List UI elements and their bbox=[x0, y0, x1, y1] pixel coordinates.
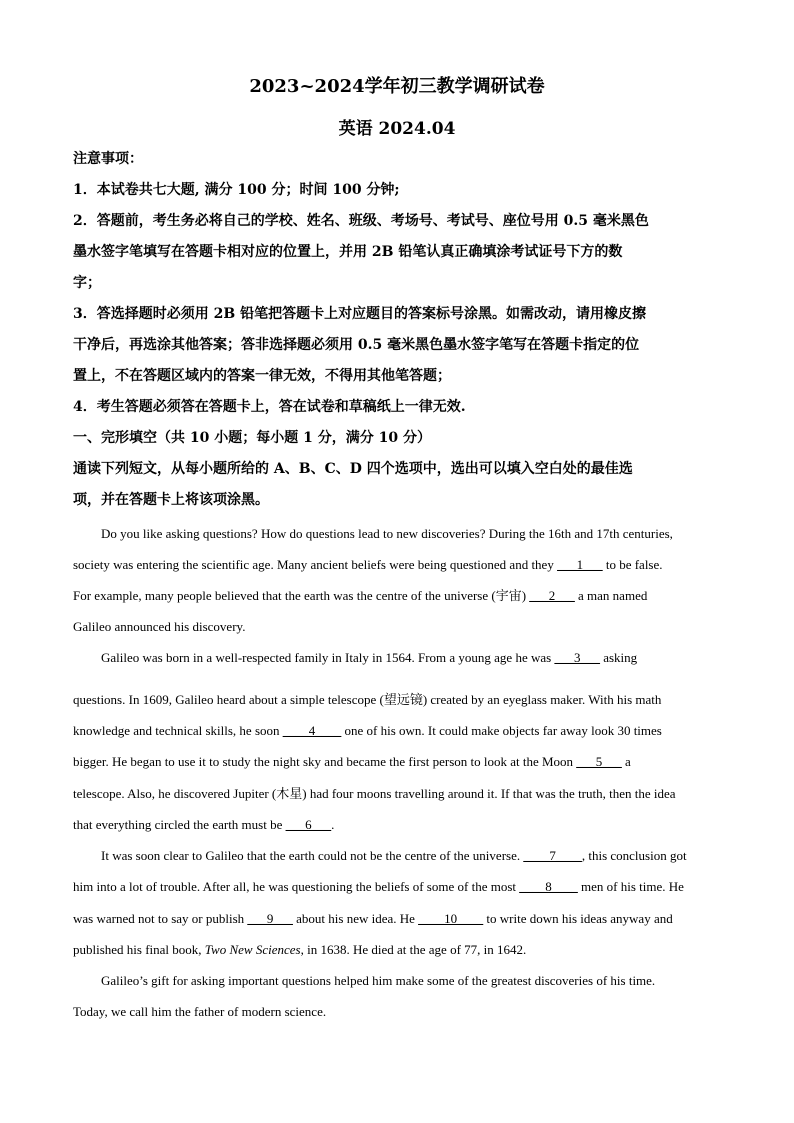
passage-text: Galileo was born in a well-respected family in Italy in 1564. From a young age he was bbox=[101, 650, 555, 665]
passage-line bbox=[73, 965, 751, 996]
blank-8: ____8____ bbox=[519, 879, 578, 894]
notice-item: 置上，不在答题区域内的答案一律无效，不得用其他笔答题； bbox=[73, 368, 451, 384]
passage-line bbox=[73, 518, 751, 549]
notice-item: 干净后，再选涂其他答案；答非选择题必须用 0.5 毫米黑色墨水签字笔写在答题卡指定的位 bbox=[73, 337, 640, 353]
passage-text: Galileo announced his discovery. bbox=[73, 619, 246, 634]
passage-line bbox=[73, 684, 723, 715]
passage-line bbox=[73, 840, 751, 871]
notice-item: 2．答题前，考生务必将自己的学校、姓名、班级、考场号、考试号、座位号用 0.5 毫米黑色 bbox=[73, 213, 649, 229]
passage-text: one of his own. It could make objects far away look 30 times bbox=[341, 723, 662, 738]
blank-5: ___5___ bbox=[576, 754, 622, 769]
passage-text: Do you like asking questions? How do questions lead to new discoveries? During the 16th and 17th centuries, bbox=[101, 526, 673, 541]
notice-item: 1．本试卷共七大题, 满分 100 分；时间 100 分钟; bbox=[73, 182, 400, 198]
passage-text: published his final book, bbox=[73, 942, 205, 957]
passage-text: a man named bbox=[574, 588, 648, 603]
passage-text: bigger. He began to use it to study the night sky and became the first person to look at the Moon bbox=[73, 754, 577, 769]
passage-text: For example, many people believed that the earth was the centre of the universe (宇宙) bbox=[73, 588, 530, 603]
passage-text: knowledge and technical skills, he soon bbox=[73, 723, 283, 738]
passage-line bbox=[73, 996, 723, 1027]
passage-text: , this conclusion got bbox=[581, 848, 687, 863]
section-instruction: 项，并在答题卡上将该项涂黑。 bbox=[73, 492, 269, 508]
passage-text: that everything circled the earth must be bbox=[73, 817, 286, 832]
subject-date-line: 英语 2024.04 bbox=[338, 119, 456, 139]
passage-text: It was soon clear to Galileo that the earth could not be the centre of the universe. bbox=[101, 848, 524, 863]
passage-text: a bbox=[621, 754, 631, 769]
passage-text: Today, we call him the father of modern science. bbox=[73, 1004, 327, 1019]
passage-line bbox=[73, 580, 723, 611]
passage-text: was warned not to say or publish bbox=[73, 911, 248, 926]
passage-text: to write down his ideas anyway and bbox=[483, 911, 673, 926]
passage-text: asking bbox=[599, 650, 638, 665]
exam-title: 2023~2024学年初三教学调研试卷 bbox=[249, 76, 545, 97]
blank-4: ____4____ bbox=[282, 723, 342, 738]
passage-line bbox=[73, 549, 723, 580]
blank-3: ___3___ bbox=[554, 650, 600, 665]
notice-item: 字； bbox=[73, 275, 101, 291]
passage-line bbox=[73, 871, 723, 902]
passage-text: . bbox=[331, 817, 335, 832]
passage-text: questions. In 1609, Galileo heard about a simple telescope (望远镜) created by an eyeglass maker. With his math bbox=[73, 692, 662, 707]
passage-text: telescope. Also, he discovered Jupiter (木星) had four moons travelling around it. If that was the truth, then the idea bbox=[73, 786, 676, 801]
notice-heading: 注意事项： bbox=[73, 151, 143, 167]
blank-2: ___2___ bbox=[529, 588, 575, 603]
passage-line bbox=[73, 642, 751, 673]
passage-text: to be false. bbox=[602, 557, 663, 572]
passage-text: men of his time. He bbox=[577, 879, 684, 894]
section-instruction: 通读下列短文，从每小题所给的 A、B、C、D 四个选项中，选出可以填入空白处的最佳选 bbox=[73, 461, 633, 477]
notice-item: 墨水签字笔填写在答题卡相对应的位置上，并用 2B 铅笔认真正确填涂考试证号下方的数 bbox=[73, 244, 623, 260]
passage-text: about his new idea. He bbox=[292, 911, 419, 926]
passage-line bbox=[73, 611, 723, 642]
passage-text: , in 1638. He died at the age of 77, in 1642. bbox=[300, 942, 527, 957]
blank-7: ____7____ bbox=[523, 848, 582, 863]
passage-text: society was entering the scientific age. Many ancient beliefs were being questioned and they bbox=[73, 557, 558, 572]
blank-6: ___6___ bbox=[285, 817, 332, 832]
notice-item: 3．答选择题时必须用 2B 铅笔把答题卡上对应题目的答案标号涂黑。如需改动，请用橡皮擦 bbox=[73, 306, 647, 322]
passage-line bbox=[73, 746, 723, 777]
passage-line bbox=[73, 809, 723, 840]
section-heading: 一、完形填空（共 10 小题；每小题 1 分，满分 10 分） bbox=[73, 430, 431, 446]
blank-10: ____10____ bbox=[418, 911, 484, 926]
book-title: Two New Sciences bbox=[204, 942, 301, 957]
passage-line bbox=[73, 934, 723, 965]
passage-text: him into a lot of trouble. After all, he was questioning the beliefs of some of the most bbox=[73, 879, 520, 894]
passage-line bbox=[73, 903, 723, 934]
passage-text: Galileo’s gift for asking important questions helped him make some of the greatest discoveries of his time. bbox=[101, 973, 656, 988]
blank-1: ___1___ bbox=[557, 557, 603, 572]
notice-item: 4．考生答题必须答在答题卡上，答在试卷和草稿纸上一律无效. bbox=[73, 399, 466, 415]
passage-line bbox=[73, 715, 723, 746]
passage-line bbox=[73, 778, 723, 809]
blank-9: ___9___ bbox=[247, 911, 293, 926]
